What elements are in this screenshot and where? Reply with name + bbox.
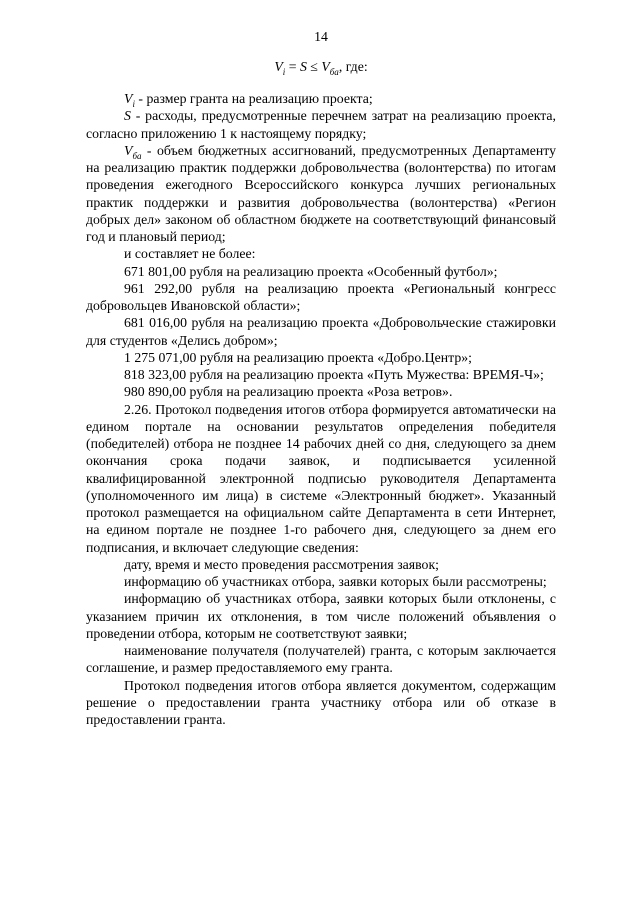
- list-item-paragraph: наименование получателя (получателей) гранта, с которым заключается соглашение, и размер предоставляемого ему гранта.: [86, 643, 556, 676]
- definition-subscript: i: [132, 98, 135, 109]
- definition-subscript: ба: [132, 150, 142, 161]
- definition-variable: V: [124, 91, 133, 106]
- definition-vba: [86, 142, 556, 246]
- amount-paragraph: 681 016,00 рубля на реализацию проекта «Добровольческие стажировки для студентов «Делись добром»;: [86, 315, 556, 348]
- formula-subscript-ba: ба: [329, 66, 339, 77]
- formula-equals: =: [285, 59, 300, 74]
- definition-text: - расходы, предусмотренные перечнем затрат на реализацию проекта, согласно приложению 1 к настоящему порядку;: [86, 108, 556, 141]
- definition-s: [86, 107, 556, 142]
- definition-text: - объем бюджетных ассигнований, предусмотренных Департаменту на реализацию практик поддержки добровольчества (волонтерства) по итогам проведения ежегодного Всероссийского конкурса лучших региональных практик поддержки и развития добровольчества (волонтерства) «Регион добрых дел» законом об областном бюджете на соответствующий финансовый год и плановый период;: [86, 142, 556, 244]
- definition-text: - размер гранта на реализацию проекта;: [134, 91, 373, 106]
- definition-variable: V: [124, 142, 133, 158]
- closing-paragraph: Протокол подведения итогов отбора является документом, содержащим решение о предоставлении гранта участнику отбора или об отказе в предоставлении гранта.: [86, 677, 556, 727]
- list-item-paragraph: информацию об участниках отбора, заявки которых были рассмотрены;: [124, 574, 547, 589]
- definition-variable: S: [124, 108, 131, 124]
- amount-paragraph: 818 323,00 рубля на реализацию проекта «Путь Мужества: ВРЕМЯ-Ч»;: [124, 367, 544, 382]
- formula-leq: ≤: [306, 59, 322, 74]
- formula-variable-v1: V: [274, 59, 283, 74]
- list-item-paragraph: дату, время и место проведения рассмотрения заявок;: [124, 556, 439, 572]
- amount-paragraph: 980 890,00 рубля на реализацию проекта «Роза ветров».: [124, 384, 453, 400]
- formula-variable-s: S: [299, 59, 307, 74]
- amount-paragraph: 961 292,00 рубля на реализацию проекта «Региональный конгресс добровольцев Ивановской области»;: [86, 280, 556, 313]
- definition-vi: [86, 90, 556, 107]
- formula-subscript-i: i: [282, 66, 286, 77]
- list-item-paragraph: информацию об участниках отбора, заявки которых были отклонены, с указанием причин их отклонения, в том числе положений объявления о проведении отбора, которым не соответствуют заявки;: [86, 591, 556, 641]
- page-number: 14: [314, 29, 328, 44]
- formula-variable-v2: V: [321, 59, 330, 74]
- amount-paragraph: 1 275 071,00 рубля на реализацию проекта «Добро.Центр»;: [124, 349, 472, 365]
- paragraph-intro-amounts: и составляет не более:: [124, 246, 256, 262]
- formula-line: [86, 58, 556, 75]
- amount-paragraph: 671 801,00 рубля на реализацию проекта «Особенный футбол»;: [124, 263, 498, 279]
- formula-tail: , где:: [338, 59, 368, 74]
- clause-2-26: 2.26. Протокол подведения итогов отбора формируется автоматически на едином портале на основании результатов определения победителя (победителей) отбора не позднее 14 рабочих дней со дня, следующего за днем окончания срока подачи заявок, и подписывается усиленной квалифицированной электронной подписью руководителя Департамента (уполномоченного им лица) в системе «Электронный бюджет». Указанный протокол размещается на официальном сайте Департамента в сети Интернет, на едином портале не позднее 1-го рабочего дня, следующего за днем его подписания, и включает следующие сведения:: [86, 401, 556, 555]
